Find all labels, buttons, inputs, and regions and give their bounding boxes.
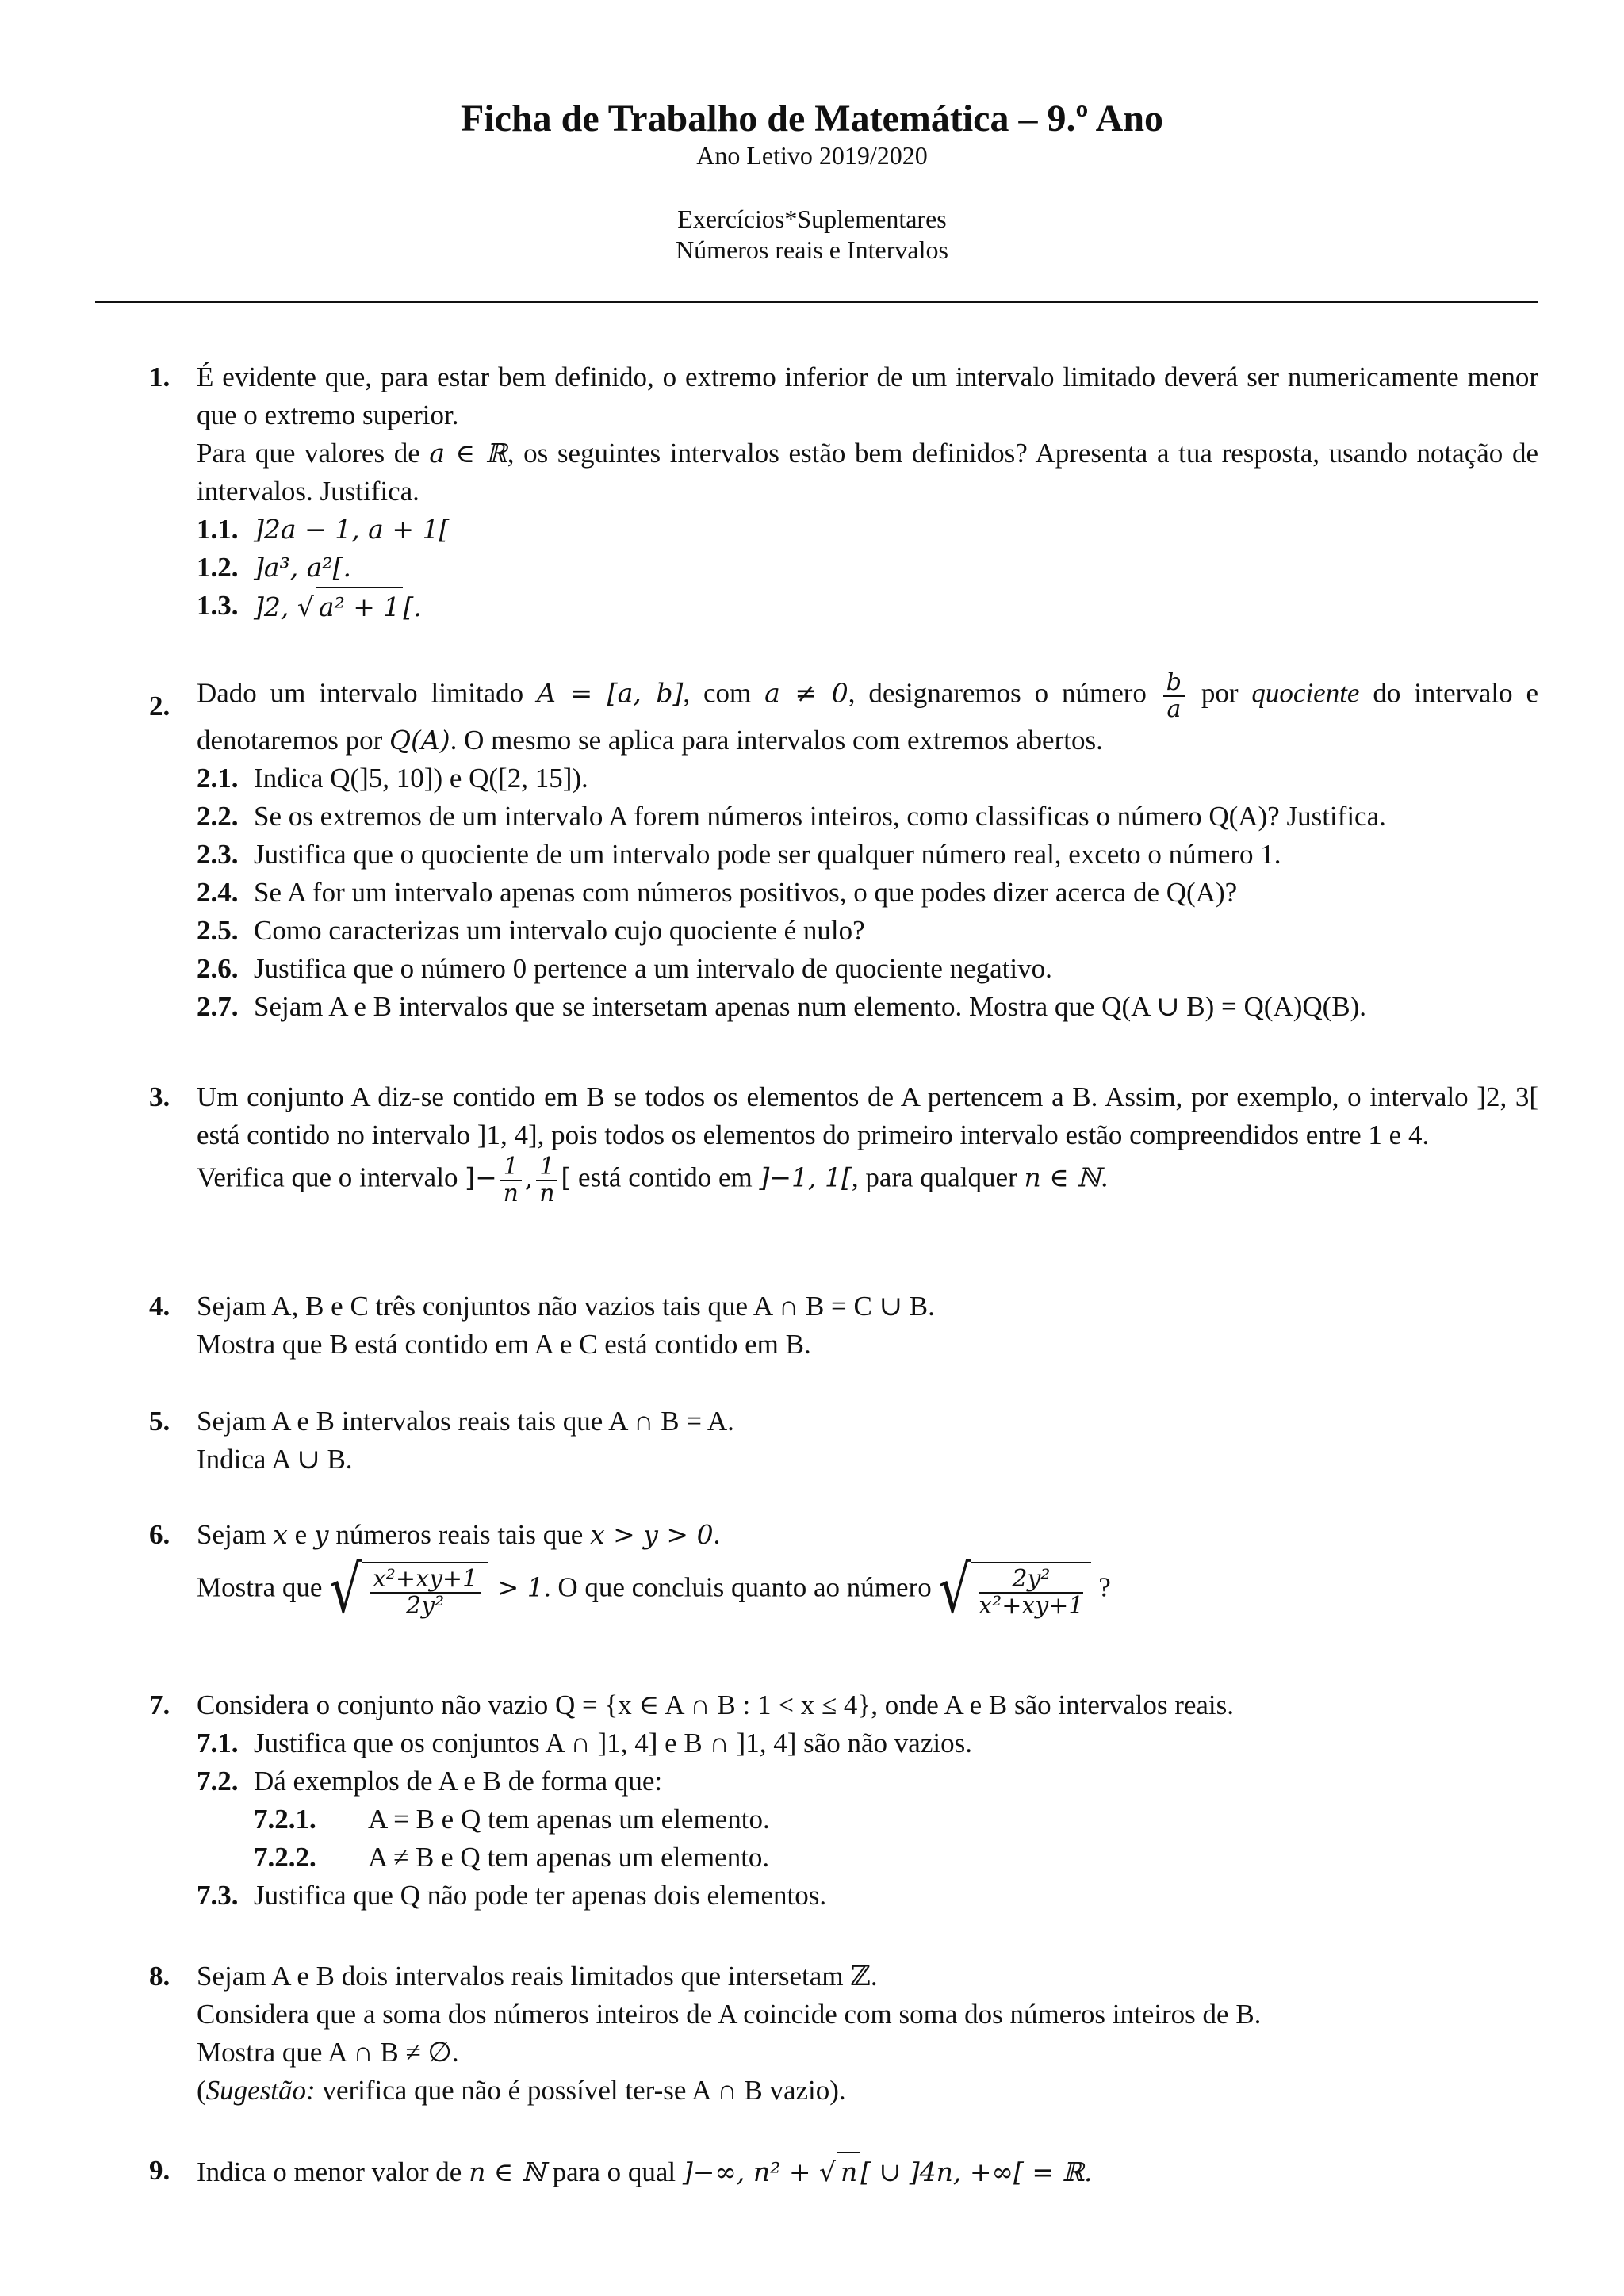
q5-line-2: Indica A ∪ B. xyxy=(197,1444,353,1475)
question-2 xyxy=(149,670,1538,1026)
q2-7: 2.7. Sejam A e B intervalos que se intersetam apenas num elemento. Mostra que Q(A ∪ B) = Q(A)Q(B). xyxy=(197,991,1367,1022)
question-number: 7. xyxy=(149,1689,170,1720)
q8-line-3: Mostra que A ∩ B ≠ ∅. xyxy=(197,2037,459,2068)
q7-statement: Considera o conjunto não vazio Q = {x ∈ A ∩ B : 1 < x ≤ 4}, onde A e B são intervalos reais. xyxy=(197,1689,1235,1720)
q2-2: 2.2. Se os extremos de um intervalo A forem números inteiros, como classificas o número Q(A)? Justifica. xyxy=(197,801,1386,832)
q1-3: 1.3. ]2, √ a² + 1 [. xyxy=(197,587,1538,626)
q8-hint: (Sugestão: verifica que não é possível ter-se A ∩ B vazio). xyxy=(197,2075,846,2106)
fraction-b-over-a: $\frac{b}{a}$ xyxy=(1163,670,1185,721)
question-number: 4. xyxy=(149,1291,170,1322)
q1-instruction: Para que valores de a ∈ ℝ, os seguintes intervalos estão bem definidos? Apresenta a tua resposta, usando notação de intervalos. Justifica. xyxy=(197,438,1538,507)
question-5 xyxy=(149,1402,1538,1479)
topic-label: Números reais e Intervalos xyxy=(676,235,948,264)
question-number: 5. xyxy=(149,1406,170,1437)
question-9 xyxy=(149,2152,1538,2191)
question-number: 3. xyxy=(149,1081,170,1112)
q7-2-1: 7.2.1. A = B e Q tem apenas um elemento. xyxy=(254,1804,770,1835)
question-number: 2. xyxy=(149,691,170,721)
q1-1: 1.1. ]2a − 1, a + 1[ xyxy=(197,514,450,545)
fraction-1-over-n: $\frac{1}{n}$ xyxy=(536,1154,557,1206)
q5-line-1: Sejam A e B intervalos reais tais que A ∩ B = A. xyxy=(197,1406,734,1437)
question-number: 9. xyxy=(149,2155,170,2186)
q8-line-1: Sejam A e B dois intervalos reais limitados que intersetam ℤ. xyxy=(197,1961,878,1992)
q7-2-2: 7.2.2. A ≠ B e Q tem apenas um elemento. xyxy=(254,1842,770,1873)
header-divider xyxy=(95,301,1538,303)
q1-2: 1.2. ]a³, a²[. xyxy=(197,552,352,583)
q2-1: 2.1. Indica Q(]5, 10]) e Q([2, 15]). xyxy=(197,763,588,794)
worksheet-title: Ficha de Trabalho de Matemática – 9.º Ano xyxy=(460,98,1164,140)
question-number: 8. xyxy=(149,1961,170,1992)
sqrt-fraction: √ $\frac{\text{x²+xy+1}}{\text{2y²}}$ xyxy=(329,1562,488,1618)
question-7 xyxy=(149,1686,1538,1915)
school-year: Ano Letivo 2019/2020 xyxy=(696,141,928,170)
q7-1: 7.1. Justifica que os conjuntos A ∩ ]1, 4] e B ∩ ]1, 4] são não vazios. xyxy=(197,1728,972,1758)
question-number: 6. xyxy=(149,1519,170,1550)
q2-5: 2.5. Como caracterizas um intervalo cujo quociente é nulo? xyxy=(197,915,865,946)
fraction-1-over-n: $\frac{1}{n}$ xyxy=(500,1154,522,1206)
q3-statement: Um conjunto A diz-se contido em B se todos os elementos de A pertencem a B. Assim, por exemplo, o intervalo ]2, 3[ está contido no intervalo ]1, 4], pois todos os elementos do primeiro intervalo estão compreendidos entre 1 e 4. xyxy=(197,1081,1538,1150)
section-label: Exercícios*Suplementares xyxy=(677,205,947,233)
question-1 xyxy=(149,358,1538,626)
q7-2: 7.2. Dá exemplos de A e B de forma que: xyxy=(197,1766,663,1797)
question-6 xyxy=(149,1516,1538,1628)
q3-task: Verifica que o intervalo ]− $\frac{1}{n}$ , $\frac{1}{n}$ [ está contido em ]−1, 1[, para qualquer n ∈ ℕ. xyxy=(197,1153,1109,1207)
question-3 xyxy=(149,1078,1538,1206)
q2-statement: Dado um intervalo limitado A = [a, b], com a ≠ 0, designaremos o número $\frac{b}{a}$ por quociente do intervalo e denotaremos por Q(A). O mesmo se aplica para intervalos com extremos abertos. xyxy=(197,668,1538,756)
q2-4: 2.4. Se A for um intervalo apenas com números positivos, o que podes dizer acerca de Q(A)? xyxy=(197,877,1238,908)
sqrt-fraction: √ $\frac{\text{2y²}}{\text{x²+xy+1}}$ xyxy=(938,1562,1091,1618)
question-number: 1. xyxy=(149,362,170,392)
q6-line-1: Sejam x e y números reais tais que x > y > 0. xyxy=(197,1519,721,1550)
q4-line-1: Sejam A, B e C três conjuntos não vazios tais que A ∩ B = C ∪ B. xyxy=(197,1291,935,1322)
q2-6: 2.6. Justifica que o número 0 pertence a um intervalo de quociente negativo. xyxy=(197,953,1052,984)
q2-3: 2.3. Justifica que o quociente de um intervalo pode ser qualquer número real, exceto o número 1. xyxy=(197,839,1281,870)
q8-line-2: Considera que a soma dos números inteiros de A coincide com soma dos números inteiros de B. xyxy=(197,1999,1262,2030)
q4-line-2: Mostra que B está contido em A e C está contido em B. xyxy=(197,1329,811,1360)
question-4 xyxy=(149,1288,1538,1364)
q1-statement: É evidente que, para estar bem definido, o extremo inferior de um intervalo limitado deverá ser numericamente menor que o extremo superior. xyxy=(197,362,1538,430)
q7-3: 7.3. Justifica que Q não pode ter apenas dois elementos. xyxy=(197,1880,827,1911)
q9-statement: Indica o menor valor de n ∈ ℕ para o qual ]−∞, n² + √ n [ ∪ ]4n, +∞[ = ℝ. xyxy=(197,2152,1538,2191)
question-8 xyxy=(149,1957,1538,2110)
q6-line-2: Mostra que √ $\frac{\text{x²+xy+1}}{\text{2y²}}$ > 1. O que concluis quanto ao número √ $\frac{\text{2y²}}{\text{x²+xy+1}}$ ? xyxy=(197,1552,1111,1628)
